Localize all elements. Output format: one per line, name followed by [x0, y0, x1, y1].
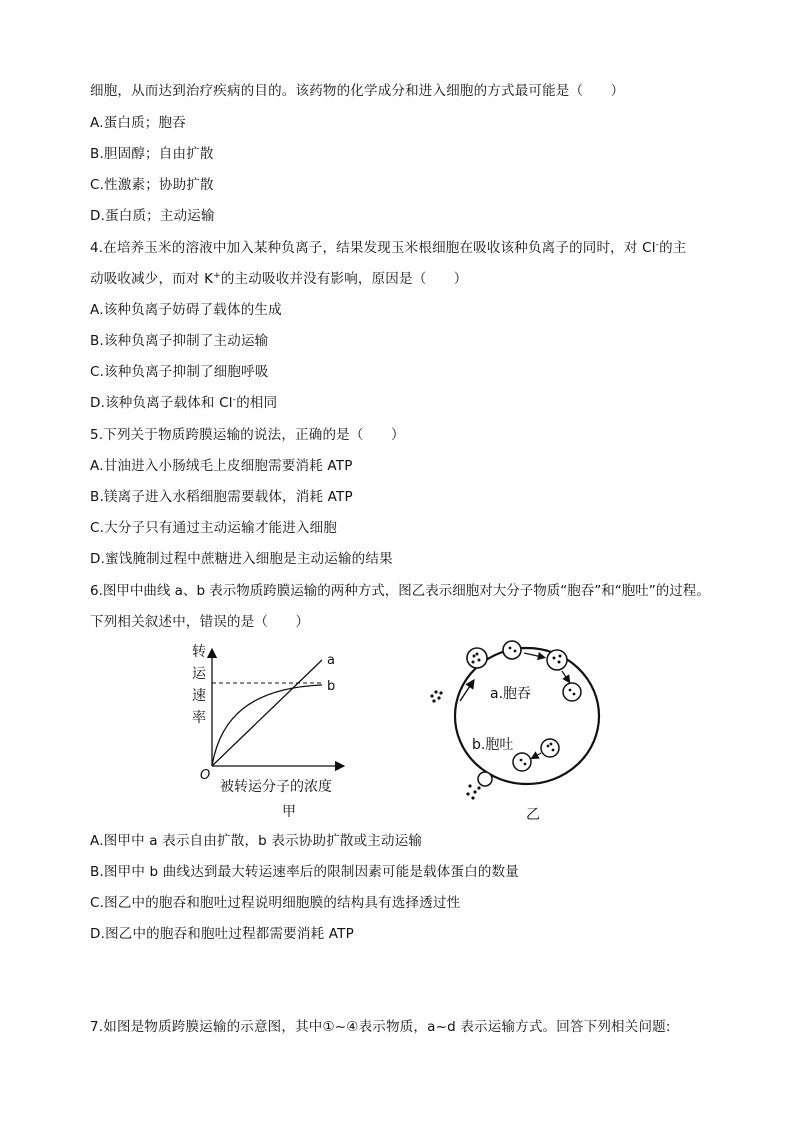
figure-jia: [190, 638, 360, 823]
q6-stem-line1: 6.图甲中曲线 a、b 表示物质跨膜运输的两种方式，图乙表示细胞对大分子物质“胞吞”和“胞吐”的过程。: [90, 583, 710, 599]
q4-stem-line2: [90, 269, 468, 289]
exocytosis-arrow: [534, 753, 541, 757]
potassium-charge: +: [213, 271, 221, 281]
q4-stem-line1-text: 4.在培养玉米的溶液中加入某种负离子，结果发现玉米根细胞在吸收该种负离子的同时，对 Cl: [90, 240, 656, 256]
y-label-char-4: 率: [192, 710, 206, 726]
q5-option-d: D.蜜饯腌制过程中蔗糖进入细胞是主动运输的结果: [90, 551, 393, 567]
figure-yi-caption: 乙: [526, 807, 540, 823]
q4-stem-line2-text: 动吸收减少，而对 K: [90, 271, 214, 287]
q3-stem-tail: 细胞，从而达到治疗疾病的目的。该药物的化学成分和进入细胞的方式最可能是（ ）: [90, 83, 625, 99]
q6-option-c: C.图乙中的胞吞和胞吐过程说明细胞膜的结构具有选择透过性: [90, 895, 461, 911]
q6-stem-line2: 下列相关叙述中，错误的是（ ）: [90, 614, 310, 630]
chloride-charge: -: [655, 240, 660, 250]
origin-label: O: [200, 768, 211, 783]
q3-option-a: A.蛋白质；胞吞: [90, 115, 186, 131]
exocytic-vesicle: [513, 739, 559, 771]
q3-option-d: D.蛋白质；主动运输: [90, 208, 215, 224]
y-label-char-2: 运: [192, 666, 206, 682]
q4-option-d: [90, 393, 277, 413]
y-label-char-3: 速: [192, 688, 206, 704]
q3-option-c: C.性激素；协助扩散: [90, 177, 214, 193]
exocytosis-label: b.胞吐: [472, 737, 514, 753]
q4-stem-line2-end: 的主动吸收并没有影响，原因是（ ）: [220, 271, 468, 287]
endocytic-vesicle: [547, 650, 581, 701]
y-label-char-1: 转: [192, 644, 206, 660]
x-label: 被转运分子的浓度: [220, 779, 332, 795]
curve-b-label: b: [327, 679, 336, 694]
q4-option-d-text: D.该种负离子载体和 Cl: [90, 395, 233, 411]
curve-a-label: a: [327, 653, 335, 668]
curve-b: [212, 685, 322, 766]
q5-stem: 5.下列关于物质跨膜运输的说法，正确的是（ ）: [90, 427, 405, 443]
exocytosis-release: [466, 772, 492, 800]
curve-a: [212, 660, 322, 766]
endocytosis-arrow-2: [562, 671, 568, 680]
q7-stem: 7.如图是物质跨膜运输的示意图，其中①~④表示物质，a~d 表示运输方式。回答下列相关问题:: [90, 1019, 671, 1035]
q5-option-b: B.镁离子进入水稻细胞需要载体，消耗 ATP: [90, 489, 353, 505]
figure-jia-caption: 甲: [282, 804, 296, 820]
outside-particles-left: [430, 690, 442, 702]
q4-stem-line1: [90, 238, 687, 258]
q4-option-d-end: 的相同: [236, 395, 278, 411]
figure-yi: [422, 636, 612, 826]
endocytosis-arrow-1: [524, 653, 542, 657]
q4-option-a: A.该种负离子妨碍了载体的生成: [90, 302, 282, 318]
chloride-charge: -: [232, 395, 237, 405]
q4-option-b: B.该种负离子抑制了主动运输: [90, 333, 269, 349]
q6-option-d: D.图乙中的胞吞和胞吐过程都需要消耗 ATP: [90, 926, 354, 942]
q4-stem-line1-end: 的主: [659, 240, 687, 256]
q4-option-c: C.该种负离子抑制了细胞呼吸: [90, 364, 269, 380]
q6-option-b: B.图甲中 b 曲线达到最大转运速率后的限制因素可能是载体蛋白的数量: [90, 864, 520, 880]
q3-option-b: B.胆固醇；自由扩散: [90, 146, 214, 162]
endocytosis-label: a.胞吞: [490, 686, 532, 702]
q5-option-c: C.大分子只有通过主动运输才能进入细胞: [90, 520, 338, 536]
q5-option-a: A.甘油进入小肠绒毛上皮细胞需要消耗 ATP: [90, 458, 353, 474]
q6-option-a: A.图甲中 a 表示自由扩散，b 表示协助扩散或主动运输: [90, 833, 423, 849]
